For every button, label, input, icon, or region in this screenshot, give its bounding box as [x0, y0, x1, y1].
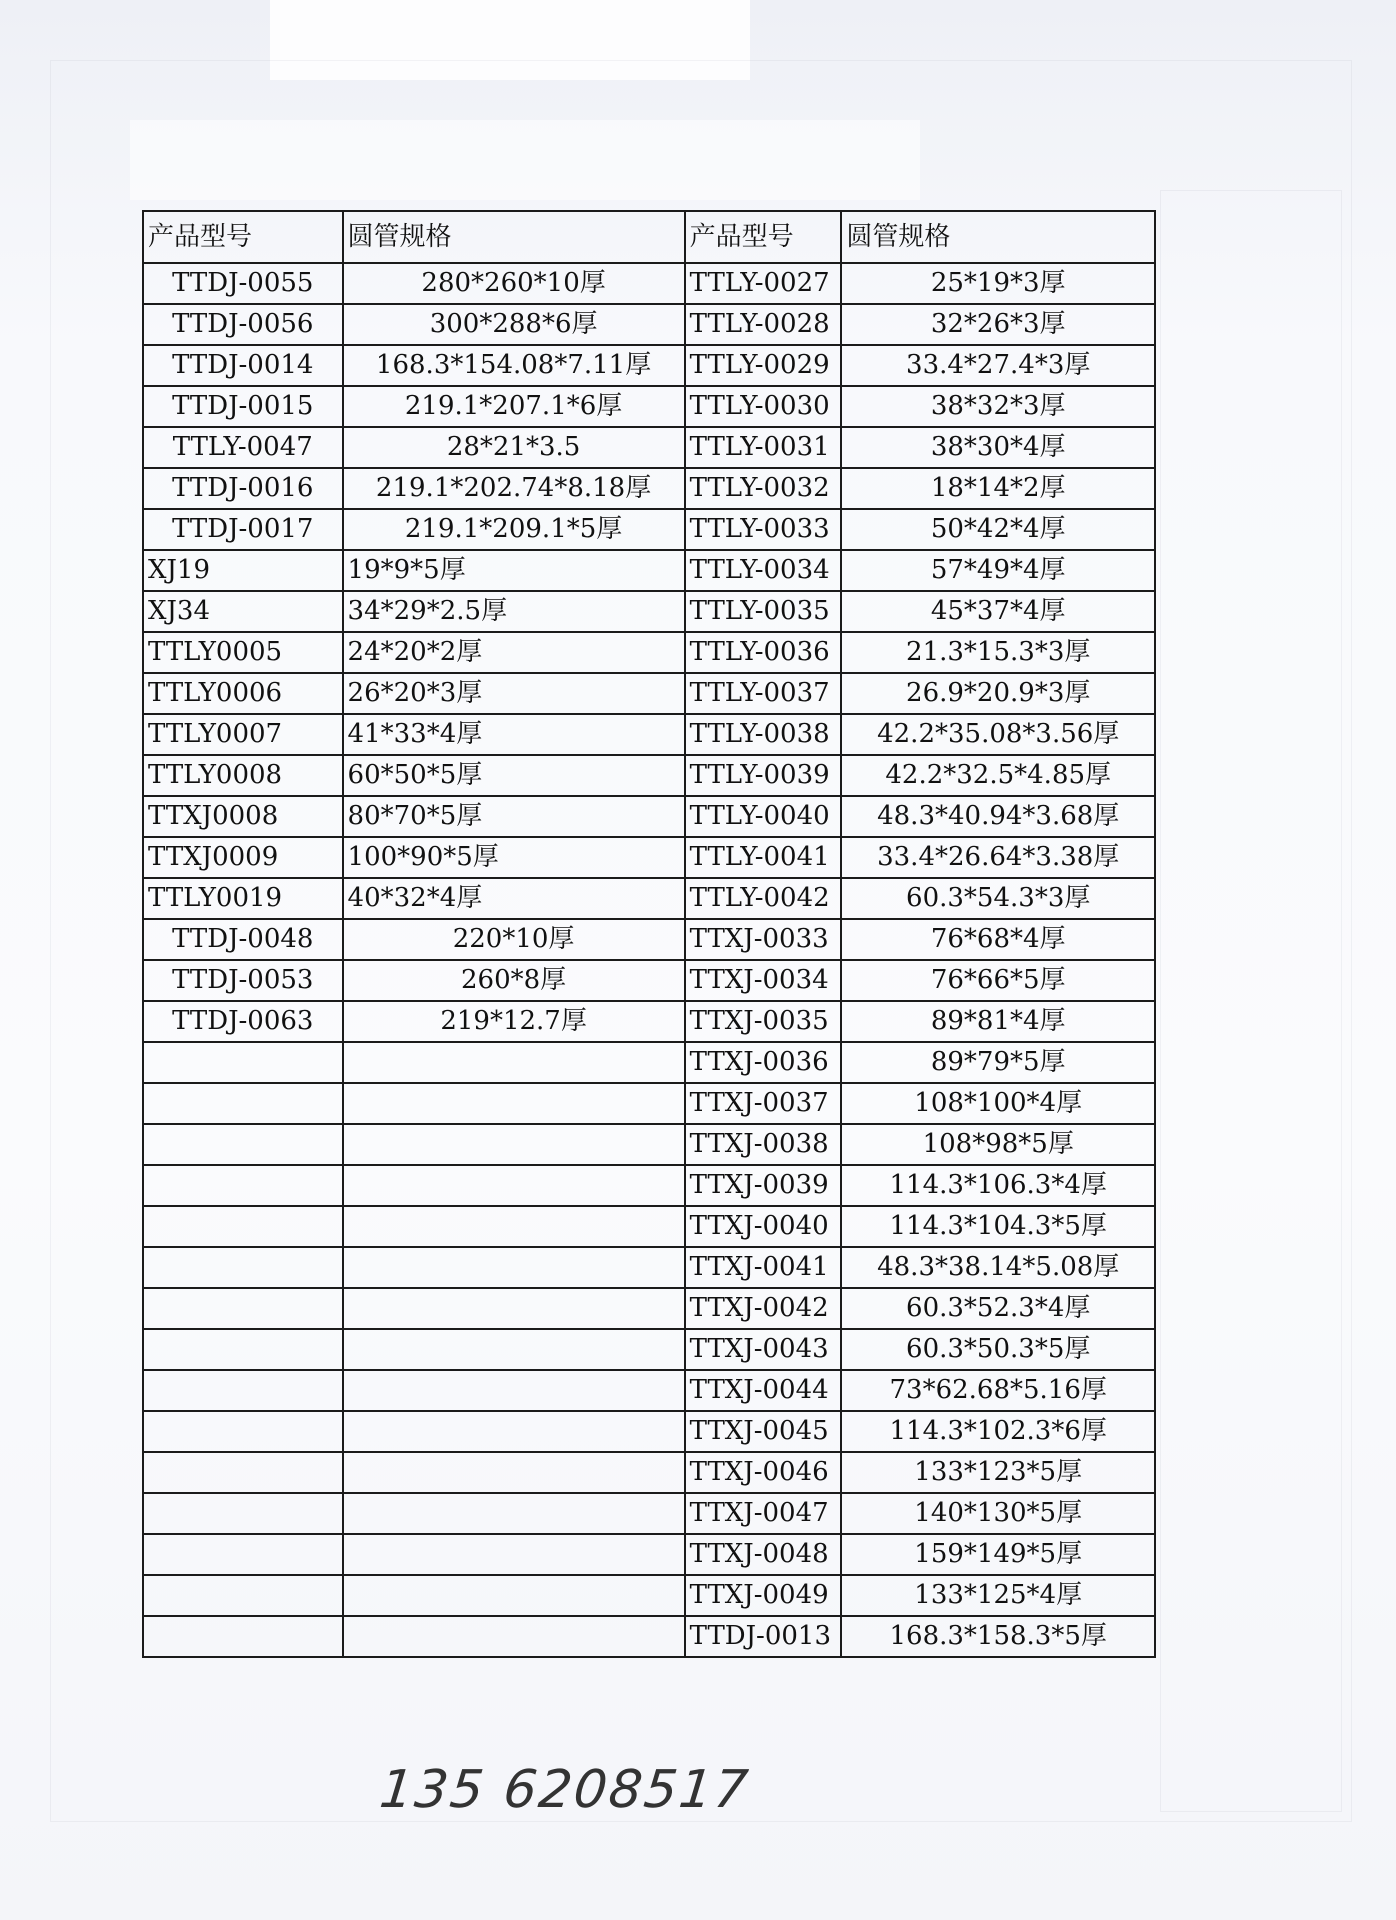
- table-row: [143, 1288, 1155, 1329]
- model-cell-left: TTDJ-0017: [143, 509, 343, 550]
- model-cell-right: TTXJ-0042: [685, 1288, 842, 1329]
- table-row: [143, 1575, 1155, 1616]
- model-cell-right: TTXJ-0046: [685, 1452, 842, 1493]
- model-cell-left: [143, 1288, 343, 1329]
- model-cell-left: [143, 1083, 343, 1124]
- model-cell-right: TTLY-0036: [685, 632, 842, 673]
- table-row: [143, 1124, 1155, 1165]
- spec-cell-right: 33.4*26.64*3.38厚: [841, 837, 1155, 878]
- table-row: [143, 591, 1155, 632]
- model-cell-right: TTXJ-0041: [685, 1247, 842, 1288]
- spec-cell-left: 168.3*154.08*7.11厚: [343, 345, 685, 386]
- model-cell-left: [143, 1534, 343, 1575]
- model-cell-right: TTLY-0028: [685, 304, 842, 345]
- table-row: [143, 386, 1155, 427]
- model-cell-left: TTDJ-0053: [143, 960, 343, 1001]
- model-cell-left: TTDJ-0016: [143, 468, 343, 509]
- spec-cell-left: [343, 1452, 685, 1493]
- spec-cell-left: 26*20*3厚: [343, 673, 685, 714]
- table-body: [143, 263, 1155, 1657]
- spec-cell-right: 33.4*27.4*3厚: [841, 345, 1155, 386]
- model-cell-left: [143, 1575, 343, 1616]
- spec-cell-right: 38*30*4厚: [841, 427, 1155, 468]
- spec-cell-left: 34*29*2.5厚: [343, 591, 685, 632]
- table-row: [143, 755, 1155, 796]
- spec-cell-left: 80*70*5厚: [343, 796, 685, 837]
- spec-cell-left: [343, 1575, 685, 1616]
- table-row: [143, 427, 1155, 468]
- table-row: [143, 1247, 1155, 1288]
- spec-cell-right: 32*26*3厚: [841, 304, 1155, 345]
- spec-cell-left: 24*20*2厚: [343, 632, 685, 673]
- spec-cell-left: [343, 1124, 685, 1165]
- spec-cell-left: 219.1*209.1*5厚: [343, 509, 685, 550]
- model-cell-right: TTDJ-0013: [685, 1616, 842, 1657]
- model-cell-right: TTXJ-0040: [685, 1206, 842, 1247]
- table-row: [143, 1083, 1155, 1124]
- model-cell-left: [143, 1616, 343, 1657]
- table-row: [143, 919, 1155, 960]
- table-row: [143, 796, 1155, 837]
- spec-cell-left: 28*21*3.5: [343, 427, 685, 468]
- model-cell-right: TTLY-0034: [685, 550, 842, 591]
- model-cell-right: TTLY-0041: [685, 837, 842, 878]
- model-cell-left: [143, 1165, 343, 1206]
- spec-cell-right: 89*81*4厚: [841, 1001, 1155, 1042]
- spec-cell-right: 133*123*5厚: [841, 1452, 1155, 1493]
- table-row: [143, 1370, 1155, 1411]
- table-row: [143, 550, 1155, 591]
- table-row: [143, 1411, 1155, 1452]
- spec-cell-right: 140*130*5厚: [841, 1493, 1155, 1534]
- model-cell-right: TTXJ-0033: [685, 919, 842, 960]
- table-row: [143, 714, 1155, 755]
- table-row: [143, 673, 1155, 714]
- model-cell-left: XJ19: [143, 550, 343, 591]
- spec-cell-left: 19*9*5厚: [343, 550, 685, 591]
- model-cell-right: TTLY-0037: [685, 673, 842, 714]
- spec-cell-right: 25*19*3厚: [841, 263, 1155, 304]
- spec-cell-left: 300*288*6厚: [343, 304, 685, 345]
- spec-cell-left: 219*12.7厚: [343, 1001, 685, 1042]
- table-row: [143, 509, 1155, 550]
- spec-cell-right: 60.3*50.3*5厚: [841, 1329, 1155, 1370]
- pipe-spec-table: [142, 210, 1156, 1658]
- model-cell-left: [143, 1493, 343, 1534]
- model-cell-left: TTDJ-0014: [143, 345, 343, 386]
- model-cell-left: TTLY0007: [143, 714, 343, 755]
- model-cell-right: TTXJ-0044: [685, 1370, 842, 1411]
- spec-cell-right: 18*14*2厚: [841, 468, 1155, 509]
- table-row: [143, 632, 1155, 673]
- spec-cell-right: 48.3*38.14*5.08厚: [841, 1247, 1155, 1288]
- spec-cell-right: 168.3*158.3*5厚: [841, 1616, 1155, 1657]
- model-cell-right: TTXJ-0049: [685, 1575, 842, 1616]
- header-model-1: 产品型号: [143, 211, 343, 263]
- model-cell-left: [143, 1411, 343, 1452]
- spec-cell-right: 60.3*52.3*4厚: [841, 1288, 1155, 1329]
- table-header-row: [143, 211, 1155, 263]
- spec-cell-left: [343, 1288, 685, 1329]
- spec-cell-left: [343, 1165, 685, 1206]
- spec-cell-left: [343, 1329, 685, 1370]
- table-row: [143, 304, 1155, 345]
- spec-cell-left: [343, 1616, 685, 1657]
- model-cell-right: TTLY-0039: [685, 755, 842, 796]
- spec-cell-right: 21.3*15.3*3厚: [841, 632, 1155, 673]
- header-model-2: 产品型号: [685, 211, 842, 263]
- model-cell-right: TTXJ-0048: [685, 1534, 842, 1575]
- spec-cell-left: 41*33*4厚: [343, 714, 685, 755]
- spec-cell-right: 159*149*5厚: [841, 1534, 1155, 1575]
- spec-cell-right: 57*49*4厚: [841, 550, 1155, 591]
- spec-cell-right: 108*100*4厚: [841, 1083, 1155, 1124]
- model-cell-left: TTLY0008: [143, 755, 343, 796]
- model-cell-right: TTLY-0031: [685, 427, 842, 468]
- model-cell-right: TTLY-0033: [685, 509, 842, 550]
- spec-cell-right: 73*62.68*5.16厚: [841, 1370, 1155, 1411]
- spec-cell-left: 60*50*5厚: [343, 755, 685, 796]
- spec-cell-left: [343, 1493, 685, 1534]
- header-spec-1: 圆管规格: [343, 211, 685, 263]
- header-spec-2: 圆管规格: [841, 211, 1155, 263]
- spec-cell-right: 76*66*5厚: [841, 960, 1155, 1001]
- spec-cell-right: 133*125*4厚: [841, 1575, 1155, 1616]
- spec-cell-left: [343, 1247, 685, 1288]
- model-cell-right: TTLY-0042: [685, 878, 842, 919]
- model-cell-right: TTXJ-0043: [685, 1329, 842, 1370]
- model-cell-right: TTLY-0040: [685, 796, 842, 837]
- spec-cell-left: [343, 1042, 685, 1083]
- model-cell-left: [143, 1124, 343, 1165]
- spec-cell-left: 220*10厚: [343, 919, 685, 960]
- table-row: [143, 468, 1155, 509]
- spec-cell-right: 50*42*4厚: [841, 509, 1155, 550]
- spec-cell-right: 60.3*54.3*3厚: [841, 878, 1155, 919]
- spec-cell-right: 114.3*104.3*5厚: [841, 1206, 1155, 1247]
- spec-cell-left: [343, 1083, 685, 1124]
- model-cell-left: TTLY0019: [143, 878, 343, 919]
- model-cell-right: TTXJ-0039: [685, 1165, 842, 1206]
- model-cell-right: TTLY-0030: [685, 386, 842, 427]
- table-row: [143, 837, 1155, 878]
- spec-cell-left: [343, 1206, 685, 1247]
- model-cell-right: TTLY-0035: [685, 591, 842, 632]
- spec-cell-right: 42.2*35.08*3.56厚: [841, 714, 1155, 755]
- spec-cell-right: 114.3*102.3*6厚: [841, 1411, 1155, 1452]
- model-cell-right: TTLY-0029: [685, 345, 842, 386]
- spec-cell-left: 219.1*207.1*6厚: [343, 386, 685, 427]
- model-cell-right: TTXJ-0036: [685, 1042, 842, 1083]
- handwritten-phone-number: 135 6208517: [376, 1760, 753, 1820]
- model-cell-right: TTXJ-0047: [685, 1493, 842, 1534]
- spec-cell-left: 280*260*10厚: [343, 263, 685, 304]
- table-row: [143, 1329, 1155, 1370]
- table-row: [143, 1493, 1155, 1534]
- model-cell-left: TTLY-0047: [143, 427, 343, 468]
- table-row: [143, 960, 1155, 1001]
- table-row: [143, 263, 1155, 304]
- table-row: [143, 1001, 1155, 1042]
- spec-cell-right: 108*98*5厚: [841, 1124, 1155, 1165]
- spec-cell-left: [343, 1534, 685, 1575]
- table-row: [143, 1452, 1155, 1493]
- table-row: [143, 878, 1155, 919]
- model-cell-right: TTXJ-0038: [685, 1124, 842, 1165]
- model-cell-left: TTDJ-0015: [143, 386, 343, 427]
- model-cell-left: TTXJ0009: [143, 837, 343, 878]
- model-cell-left: TTDJ-0055: [143, 263, 343, 304]
- model-cell-left: TTXJ0008: [143, 796, 343, 837]
- model-cell-right: TTLY-0027: [685, 263, 842, 304]
- spec-cell-left: 100*90*5厚: [343, 837, 685, 878]
- spec-cell-left: 260*8厚: [343, 960, 685, 1001]
- model-cell-right: TTLY-0038: [685, 714, 842, 755]
- table-row: [143, 1616, 1155, 1657]
- spec-cell-left: 40*32*4厚: [343, 878, 685, 919]
- spec-cell-left: 219.1*202.74*8.18厚: [343, 468, 685, 509]
- model-cell-right: TTXJ-0035: [685, 1001, 842, 1042]
- spec-cell-right: 114.3*106.3*4厚: [841, 1165, 1155, 1206]
- table-row: [143, 345, 1155, 386]
- model-cell-left: [143, 1042, 343, 1083]
- model-cell-left: [143, 1452, 343, 1493]
- table-row: [143, 1534, 1155, 1575]
- model-cell-left: XJ34: [143, 591, 343, 632]
- model-cell-left: [143, 1247, 343, 1288]
- spec-cell-right: 26.9*20.9*3厚: [841, 673, 1155, 714]
- spec-cell-right: 48.3*40.94*3.68厚: [841, 796, 1155, 837]
- model-cell-left: TTDJ-0056: [143, 304, 343, 345]
- spec-cell-right: 45*37*4厚: [841, 591, 1155, 632]
- spec-cell-left: [343, 1411, 685, 1452]
- model-cell-left: TTDJ-0063: [143, 1001, 343, 1042]
- model-cell-right: TTXJ-0045: [685, 1411, 842, 1452]
- model-cell-right: TTXJ-0034: [685, 960, 842, 1001]
- spec-cell-right: 38*32*3厚: [841, 386, 1155, 427]
- model-cell-left: [143, 1329, 343, 1370]
- model-cell-left: TTLY0006: [143, 673, 343, 714]
- table-row: [143, 1165, 1155, 1206]
- model-cell-left: TTLY0005: [143, 632, 343, 673]
- spec-cell-right: 76*68*4厚: [841, 919, 1155, 960]
- model-cell-left: [143, 1370, 343, 1411]
- model-cell-right: TTXJ-0037: [685, 1083, 842, 1124]
- table-row: [143, 1206, 1155, 1247]
- model-cell-right: TTLY-0032: [685, 468, 842, 509]
- table-row: [143, 1042, 1155, 1083]
- model-cell-left: [143, 1206, 343, 1247]
- model-cell-left: TTDJ-0048: [143, 919, 343, 960]
- spec-cell-left: [343, 1370, 685, 1411]
- spec-cell-right: 89*79*5厚: [841, 1042, 1155, 1083]
- spec-cell-right: 42.2*32.5*4.85厚: [841, 755, 1155, 796]
